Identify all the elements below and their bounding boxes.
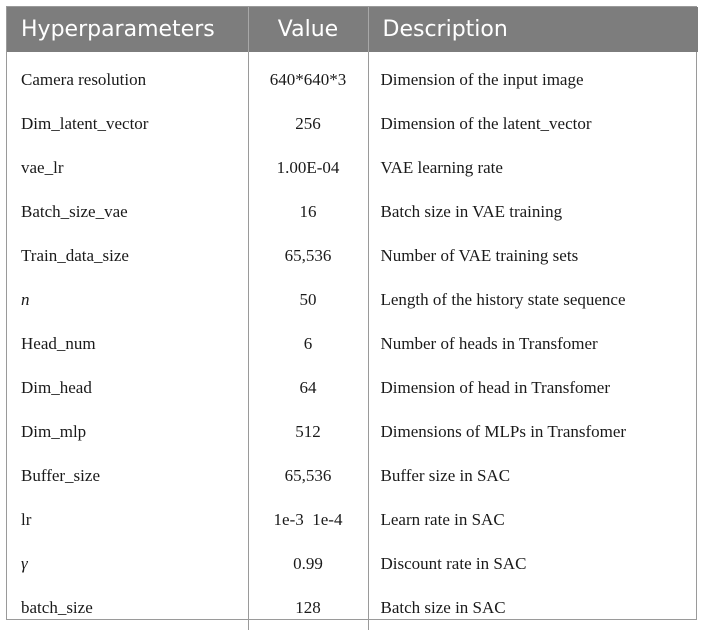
table-row — [7, 146, 698, 190]
cell-name: Buffer_size — [7, 454, 248, 498]
cell-description: Batch size in VAE training — [380, 202, 563, 221]
header-description: Description — [368, 7, 698, 52]
cell-description: Dimension of the latent_vector — [380, 114, 592, 133]
table-row — [7, 366, 698, 410]
cell-value: 256 — [248, 102, 368, 146]
table-row — [7, 52, 698, 102]
cell-name: n — [7, 278, 248, 322]
cell-name: Dim_mlp — [7, 410, 248, 454]
cell-value: 0.99 — [248, 542, 368, 586]
cell-name: Head_num — [7, 322, 248, 366]
table-row — [7, 542, 698, 586]
cell-description: Dimension of the input image — [380, 70, 584, 89]
cell-name: Dim_head — [7, 366, 248, 410]
cell-value: 65,536 — [248, 454, 368, 498]
cell-name: lr — [7, 498, 248, 542]
cell-name: Dim_latent_vector — [7, 102, 248, 146]
table-row — [7, 278, 698, 322]
cell-value: 1.00E-04 — [248, 146, 368, 190]
cell-description: Learn rate in SAC — [380, 510, 505, 529]
hyperparameter-table-container — [6, 6, 697, 620]
cell-value: 512 — [248, 410, 368, 454]
cell-description: Length of the history state sequence — [380, 290, 626, 309]
table-row — [7, 410, 698, 454]
cell-value: 6 — [248, 322, 368, 366]
cell-name: γ — [7, 542, 248, 586]
cell-value: 128 — [248, 586, 368, 630]
table-row — [7, 322, 698, 366]
cell-description: Dimensions of MLPs in Transfomer — [380, 422, 627, 441]
cell-value: 1e-3 1e-4 — [248, 498, 368, 542]
cell-name: vae_lr — [7, 146, 248, 190]
table-body — [7, 52, 698, 630]
cell-description: Number of heads in Transfomer — [380, 334, 598, 353]
table-row — [7, 234, 698, 278]
table-row — [7, 498, 698, 542]
cell-value: 65,536 — [248, 234, 368, 278]
table-row — [7, 102, 698, 146]
cell-description: Buffer size in SAC — [380, 466, 511, 485]
cell-description: Batch size in SAC — [380, 598, 506, 617]
cell-value: 64 — [248, 366, 368, 410]
table-row — [7, 190, 698, 234]
header-hyperparameters: Hyperparameters — [7, 7, 248, 52]
cell-description: Discount rate in SAC — [380, 554, 527, 573]
cell-name: batch_size — [7, 586, 248, 630]
cell-name: Train_data_size — [7, 234, 248, 278]
cell-value: 640*640*3 — [248, 52, 368, 102]
cell-name: Batch_size_vae — [7, 190, 248, 234]
hyperparameter-table — [7, 7, 698, 630]
cell-name: Camera resolution — [7, 52, 248, 102]
table-header — [7, 7, 698, 52]
header-value: Value — [248, 7, 368, 52]
table-row — [7, 586, 698, 630]
cell-value: 50 — [248, 278, 368, 322]
cell-description: VAE learning rate — [380, 158, 503, 177]
header-row — [7, 7, 698, 52]
table-row — [7, 454, 698, 498]
cell-description: Number of VAE training sets — [380, 246, 579, 265]
cell-value: 16 — [248, 190, 368, 234]
cell-description: Dimension of head in Transfomer — [380, 378, 610, 397]
